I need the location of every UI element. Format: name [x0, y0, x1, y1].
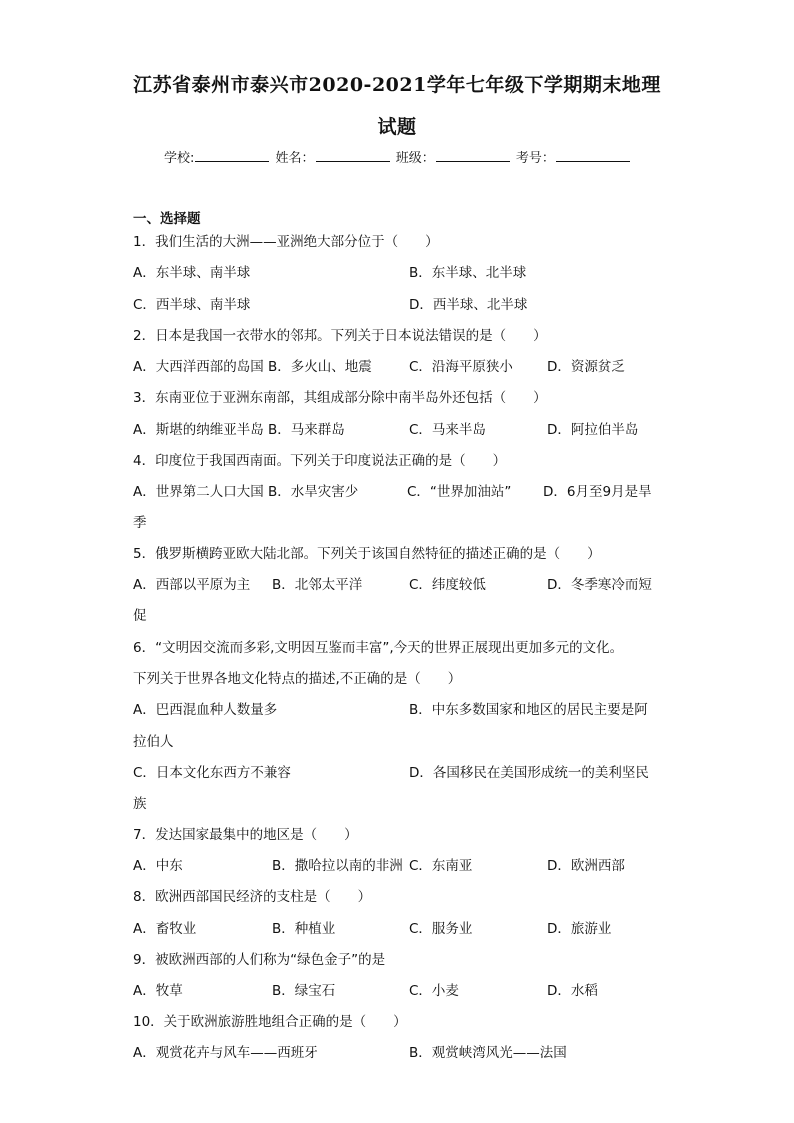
q3-option-d[interactable]: D．阿拉伯半岛	[547, 422, 639, 438]
q5-option-b[interactable]: B．北邻太平洋	[272, 577, 363, 593]
number-label: 考号：	[515, 151, 555, 166]
q9-option-b[interactable]: B．绿宝石	[272, 983, 336, 999]
q2-option-d[interactable]: D．资源贫乏	[547, 359, 625, 375]
q5-option-a[interactable]: A．西部以平原为主	[133, 577, 251, 593]
q8-option-a[interactable]: A．畜牧业	[133, 921, 197, 937]
q3-option-b[interactable]: B．马来群岛	[268, 422, 345, 438]
q8-option-d[interactable]: D．旅游业	[547, 921, 612, 937]
q9-option-a[interactable]: A．牧草	[133, 983, 183, 999]
q3-option-a[interactable]: A．斯堪的纳维亚半岛	[133, 422, 264, 438]
q8-option-c[interactable]: C．服务业	[409, 921, 473, 937]
q1-option-c[interactable]: C．西半球、南半球	[133, 297, 251, 313]
q5-stem: 5．俄罗斯横跨亚欧大陆北部。下列关于该国自然特征的描述正确的是（ ）	[133, 546, 601, 562]
q4-option-c[interactable]: C．“世界加油站”	[407, 484, 512, 500]
q3-option-c[interactable]: C．马来半岛	[409, 422, 486, 438]
q9-stem: 9．被欧洲西部的人们称为“绿色金子”的是	[133, 952, 386, 968]
q1-option-b[interactable]: B．东半球、北半球	[409, 265, 527, 281]
q6-option-c[interactable]: C．日本文化东西方不兼容	[133, 765, 291, 781]
q1-option-a[interactable]: A．东半球、南半球	[133, 265, 251, 281]
name-label: 姓名：	[275, 151, 315, 166]
q10-option-b[interactable]: B．观赏峡湾风光——法国	[409, 1045, 567, 1061]
q10-stem: 10．关于欧洲旅游胜地组合正确的是（ ）	[133, 1014, 407, 1030]
q9-option-d[interactable]: D．水稻	[547, 983, 598, 999]
q6-option-d-continued: 族	[133, 796, 147, 812]
q4-option-b[interactable]: B．水旱灾害少	[268, 484, 359, 500]
school-blank[interactable]	[195, 149, 269, 162]
q6-option-a[interactable]: A．巴西混血种人数量多	[133, 702, 278, 718]
q5-option-d[interactable]: D．冬季寒冷而短	[547, 577, 652, 593]
q2-option-c[interactable]: C．沿海平原狭小	[409, 359, 513, 375]
q1-option-d[interactable]: D．西半球、北半球	[409, 297, 528, 313]
document-title-line1: 江苏省泰州市泰兴市2020-2021学年七年级下学期期末地理	[133, 74, 661, 96]
student-info-row	[164, 147, 632, 166]
q6-option-b-continued: 拉伯人	[133, 734, 174, 750]
q1-stem: 1．我们生活的大洲——亚洲绝大部分位于（ ）	[133, 234, 439, 250]
q4-option-d-continued: 季	[133, 515, 147, 531]
q4-option-a[interactable]: A．世界第二人口大国	[133, 484, 264, 500]
number-blank[interactable]	[556, 149, 630, 162]
q10-option-a[interactable]: A．观赏花卉与风车——西班牙	[133, 1045, 318, 1061]
name-blank[interactable]	[316, 149, 390, 162]
q6-stem-line2: 下列关于世界各地文化特点的描述,不正确的是（ ）	[133, 671, 462, 687]
q7-option-b[interactable]: B．撒哈拉以南的非洲	[272, 858, 403, 874]
q6-option-d[interactable]: D．各国移民在美国形成统一的美利坚民	[409, 765, 649, 781]
q7-option-a[interactable]: A．中东	[133, 858, 183, 874]
q7-option-d[interactable]: D．欧洲西部	[547, 858, 625, 874]
q8-option-b[interactable]: B．种植业	[272, 921, 336, 937]
section-heading: 一、选择题	[133, 211, 201, 227]
class-label: 班级：	[395, 151, 435, 166]
q3-stem: 3．东南亚位于亚洲东南部，其组成部分除中南半岛外还包括（ ）	[133, 390, 547, 406]
q8-stem: 8．欧洲西部国民经济的支柱是（ ）	[133, 889, 372, 905]
class-blank[interactable]	[436, 149, 510, 162]
q2-option-a[interactable]: A．大西洋西部的岛国	[133, 359, 264, 375]
document-title-line2: 试题	[377, 116, 417, 138]
school-label: 学校:	[164, 151, 195, 166]
q5-option-d-continued: 促	[133, 608, 147, 624]
q9-option-c[interactable]: C．小麦	[409, 983, 459, 999]
q7-option-c[interactable]: C．东南亚	[409, 858, 473, 874]
q4-option-d[interactable]: D．6月至9月是旱	[543, 484, 652, 500]
q4-stem: 4．印度位于我国西南面。下列关于印度说法正确的是（ ）	[133, 453, 507, 469]
q6-option-b[interactable]: B．中东多数国家和地区的居民主要是阿	[409, 702, 648, 718]
q7-stem: 7．发达国家最集中的地区是（ ）	[133, 827, 358, 843]
q5-option-c[interactable]: C．纬度较低	[409, 577, 486, 593]
q2-option-b[interactable]: B．多火山、地震	[268, 359, 372, 375]
q2-stem: 2．日本是我国一衣带水的邻邦。下列关于日本说法错误的是（ ）	[133, 328, 547, 344]
q6-stem-line1: 6．“文明因交流而多彩,文明因互鉴而丰富”,今天的世界正展现出更加多元的文化。	[133, 640, 624, 656]
